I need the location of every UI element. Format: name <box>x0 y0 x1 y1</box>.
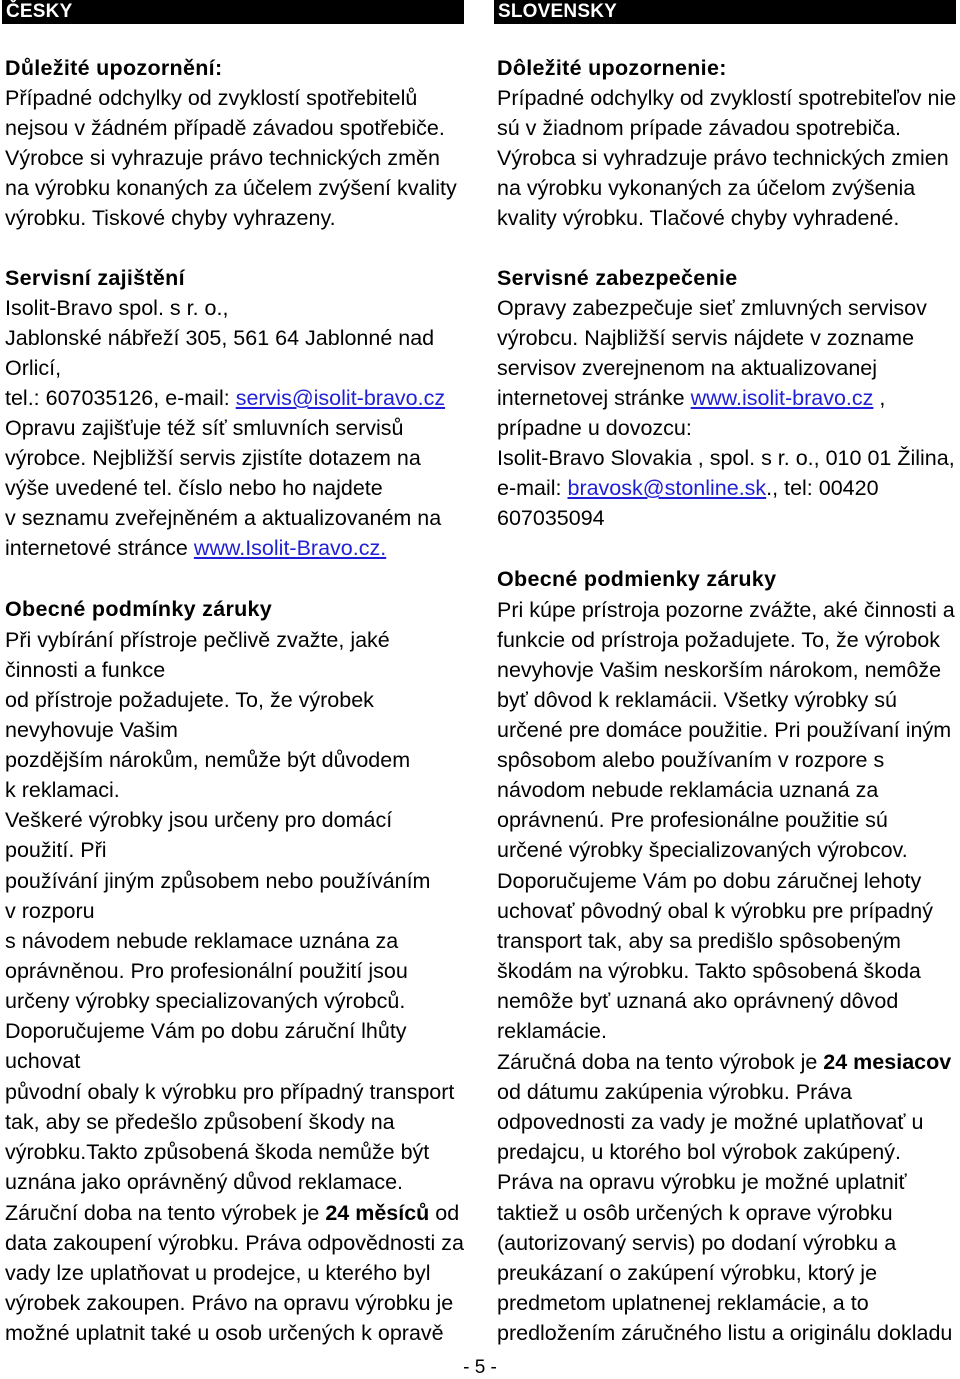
slovak-warranty-line: oprávnenú. Pre profesionálne použitie sú <box>497 808 888 832</box>
slovak-notice-line: na výrobku vykonaných za účelom zvýšenia <box>497 176 916 200</box>
page-number: - 5 - <box>463 1357 497 1378</box>
czech-warranty-line: tak, aby se předešlo způsobení škody na <box>5 1110 395 1134</box>
czech-warranty-line: oprávněnou. Pro profesionální použití jsou <box>5 959 408 983</box>
czech-warranty-line: činnosti a funkce <box>5 658 166 682</box>
slovak-warranty-line: Doporučujeme Vám po dobu záručnej lehoty <box>497 869 922 893</box>
slovak-service-line: prípadne u dovozcu: <box>497 416 692 440</box>
czech-warranty-line: výrobku.Takto způsobená škoda nemůže být <box>5 1140 430 1164</box>
slovak-warranty-line: transport tak, aby sa predišlo spôsobeným <box>497 929 901 953</box>
czech-period-prefix: Záruční doba na tento výrobek je <box>5 1201 326 1225</box>
slovak-warranty-line: uchovať pôvodný obal k výrobku pre prípadný <box>497 899 933 923</box>
czech-warranty-line: pozdějším nárokům, nemůže být důvodem <box>5 748 411 772</box>
slovak-warranty-line: taktiež u osôb určených k oprave výrobku <box>497 1201 893 1225</box>
slovak-notice-line: Výrobca si vyhradzuje právo technických zmien <box>497 146 949 170</box>
slovak-warranty-line: určené pre domáce použitie. Pri používaní iným <box>497 718 952 742</box>
czech-service-line: výrobce. Nejbližší servis zjistíte dotazem na <box>5 446 421 470</box>
czech-warranty-line: k reklamaci. <box>5 778 120 802</box>
slovak-warranty-line: (autorizovaný servis) po dodaní výrobku a <box>497 1231 897 1255</box>
slovak-warranty-line: škodám na výrobku. Takto spôsobená škoda <box>497 959 921 983</box>
slovak-service-line: servisov zverejnenom na aktualizovanej <box>497 356 878 380</box>
czech-service-line: Isolit-Bravo spol. s r. o., <box>5 296 229 320</box>
czech-notice-line: Výrobce si vyhrazuje právo technických změn <box>5 146 440 170</box>
slovak-email-suffix: ., tel: 00420 <box>766 476 879 500</box>
slovak-warranty-line: predmetom uplatnenej reklamácie, a to <box>497 1291 869 1315</box>
slovak-service-line: výrobcu. Najbližší servis nájdete v zozname <box>497 326 915 350</box>
slovak-warranty-line: Pri kúpe prístroja pozorne zvážte, aké činnosti a <box>497 598 955 622</box>
czech-warranty-line: v rozporu <box>5 899 95 923</box>
slovak-warranty-line: predložením záručného listu a originálu dokladu <box>497 1321 953 1345</box>
slovak-warranty-line: nemôže byť uznaná ako oprávnený dôvod <box>497 989 899 1013</box>
czech-warranty-line: Veškeré výrobky jsou určeny pro domácí <box>5 808 393 832</box>
czech-website-link[interactable]: www.Isolit-Bravo.cz. <box>193 536 387 560</box>
czech-period-suffix: od <box>429 1201 460 1225</box>
slovak-email-label: e-mail: <box>497 476 568 500</box>
slovak-language-header: SLOVENSKY <box>494 0 956 24</box>
slovak-warranty-line: preukázaní o zakúpení výrobku, ktorý je <box>497 1261 878 1285</box>
slovak-column <box>494 0 957 1345</box>
czech-warranty-line: od přístroje požadujete. To, že výrobek <box>5 688 374 712</box>
czech-language-header: ČESKY <box>2 0 464 24</box>
slovak-warranty-title: Obecné podmienky záruky <box>497 567 777 591</box>
czech-warranty-line: Při vybírání přístroje pečlivě zvažte, jaké <box>5 628 390 652</box>
czech-web-label: internetové stránce <box>5 536 194 560</box>
czech-web-line <box>5 533 386 563</box>
czech-service-line: výše uvedené tel. číslo nebo ho najdete <box>5 476 383 500</box>
czech-notice-title: Důležité upozornění: <box>5 56 223 80</box>
czech-service-line: Orlicí, <box>5 356 62 380</box>
slovak-web-line <box>497 383 885 413</box>
czech-warranty-line: určeny výrobky specializovaných výrobců. <box>5 989 406 1013</box>
czech-warranty-line: použití. Při <box>5 838 107 862</box>
slovak-warranty-line: reklamácie. <box>497 1019 607 1043</box>
slovak-warranty-line: byť dôvod k reklamácii. Všetky výrobky sú <box>497 688 897 712</box>
slovak-warranty-line: od dátumu zakúpenia výrobku. Práva <box>497 1080 852 1104</box>
czech-warranty-period: 24 měsíců <box>325 1201 430 1225</box>
czech-notice-line: výrobku. Tiskové chyby vyhrazeny. <box>5 206 336 230</box>
czech-service-line: Opravu zajišťuje též síť smluvních servisů <box>5 416 404 440</box>
czech-contact-line <box>5 383 445 413</box>
czech-warranty-line: uznána jako oprávněný důvod reklamace. <box>5 1170 404 1194</box>
czech-warranty-line: používání jiným způsobem nebo používáním <box>5 869 431 893</box>
czech-notice-line: Případné odchylky od zvyklostí spotřebitelů <box>5 86 418 110</box>
czech-warranty-line: Doporučujeme Vám po dobu záruční lhůty <box>5 1019 407 1043</box>
slovak-web-label: internetovej stránke <box>497 386 691 410</box>
czech-warranty-line: s návodem nebude reklamace uznána za <box>5 929 399 953</box>
czech-column <box>2 0 464 1345</box>
slovak-service-line: Isolit-Bravo Slovakia , spol. s r. o., 010 01 Žilina, <box>497 446 955 470</box>
czech-notice-line: na výrobku konaných za účelem zvýšení kvality <box>5 176 457 200</box>
slovak-website-link[interactable]: www.isolit-bravo.cz <box>690 386 874 410</box>
slovak-warranty-line: spôsobom alebo používaním v rozpore s <box>497 748 885 772</box>
czech-service-line: v seznamu zveřejněném a aktualizovaném na <box>5 506 442 530</box>
czech-service-line: Jablonské nábřeží 305, 561 64 Jablonné nad <box>5 326 435 350</box>
czech-service-title: Servisní zajištění <box>5 266 185 290</box>
slovak-service-title: Servisné zabezpečenie <box>497 266 738 290</box>
czech-warranty-title: Obecné podmínky záruky <box>5 597 273 621</box>
slovak-warranty-line: funkcie od prístroja požadujete. To, že výrobok <box>497 628 940 652</box>
slovak-notice-line: sú v žiadnom prípade závadou spotrebiča. <box>497 116 901 140</box>
czech-warranty-line: původní obaly k výrobku pro případný transport <box>5 1080 455 1104</box>
slovak-email-line <box>497 473 879 503</box>
slovak-warranty-line: predajcu, u ktorého bol výrobok zakúpený. <box>497 1140 901 1164</box>
czech-warranty-line: výrobek zakoupen. Právo na opravu výrobku je <box>5 1291 454 1315</box>
czech-warranty-line: uchovat <box>5 1049 81 1073</box>
slovak-warranty-line: Práva na opravu výrobku je možné uplatniť <box>497 1170 907 1194</box>
czech-warranty-line: možné uplatnit také u osob určených k opravě <box>5 1321 444 1345</box>
slovak-notice-title: Dôležité upozornenie: <box>497 56 727 80</box>
slovak-period-prefix: Záručná doba na tento výrobok je <box>497 1050 824 1074</box>
slovak-service-email-link[interactable]: bravosk@stonline.sk <box>567 476 767 500</box>
czech-tel-label: tel.: 607035126, e-mail: <box>5 386 236 410</box>
czech-warranty-line: nevyhovuje Vašim <box>5 718 178 742</box>
slovak-warranty-line: nevyhovje Vašim neskorším nárokom, nemôže <box>497 658 942 682</box>
slovak-notice-line: kvality výrobku. Tlačové chyby vyhradené. <box>497 206 900 230</box>
slovak-phone-line: 607035094 <box>497 506 605 530</box>
czech-notice-line: nejsou v žádném případě závadou spotřebiče. <box>5 116 445 140</box>
czech-service-email-link[interactable]: servis@isolit-bravo.cz <box>235 386 446 410</box>
czech-warranty-line: data zakoupení výrobku. Práva odpovědnosti za <box>5 1231 464 1255</box>
slovak-warranty-period: 24 mesiacov <box>823 1050 952 1074</box>
czech-warranty-period-line <box>5 1198 459 1228</box>
czech-warranty-line: vady lze uplatňovat u prodejce, u kterého byl <box>5 1261 431 1285</box>
slovak-warranty-line: odpovednosti za vady je možné uplatňovať u <box>497 1110 924 1134</box>
slovak-warranty-line: určené výrobky špecializovaných výrobcov. <box>497 838 908 862</box>
slovak-web-suffix: , <box>873 386 886 410</box>
slovak-warranty-line: návodom nebude reklamácia uznaná za <box>497 778 879 802</box>
slovak-warranty-period-line <box>497 1047 951 1077</box>
slovak-service-line: Opravy zabezpečuje sieť zmluvných servisov <box>497 296 927 320</box>
slovak-notice-line: Prípadné odchylky od zvyklostí spotrebiteľov nie <box>497 86 957 110</box>
